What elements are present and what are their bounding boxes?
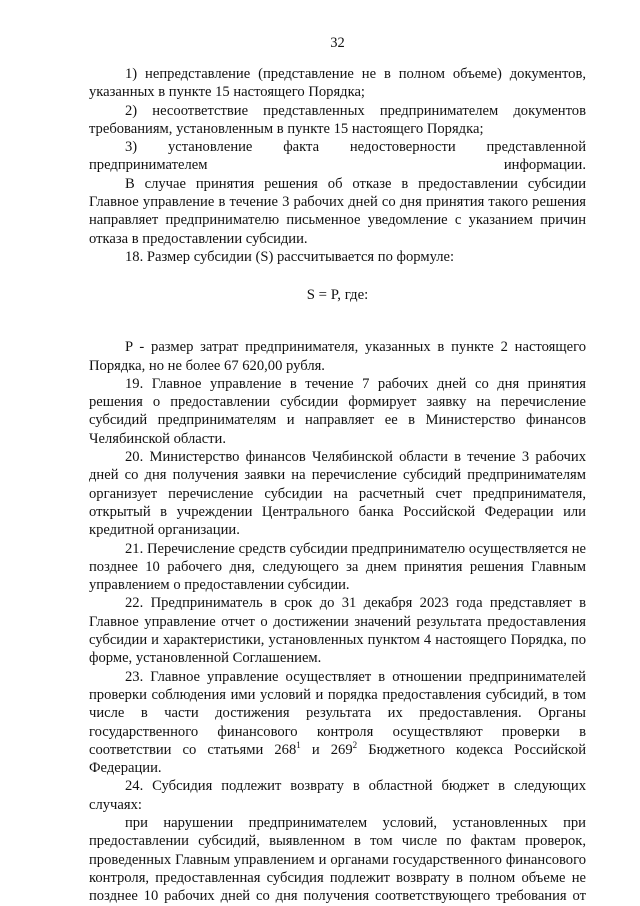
paragraph-20: 20. Министерство финансов Челябинской области в течение 3 рабочих дней со дня получения заявки на перечисление субсидий предпринимателям организует перечисление субсидии на расчетный счет предпринимателя, открытый в учреждении Центрального банка Российской Федерации или кредитной организации. bbox=[89, 449, 586, 539]
paragraph-23 bbox=[89, 668, 586, 778]
paragraph-21: 21. Перечисление средств субсидии предпринимателю осуществляется не позднее 10 рабочего дня, следующего за днем принятия решения Главным управлением о предоставлении субсидии. bbox=[89, 540, 586, 594]
paragraph-22: 22. Предприниматель в срок до 31 декабря 2023 года представляет в Главное управление отчет о достижении значений результата предоставления субсидии и характеристики, установленных пунктом 4 настоящего Порядка, по форме, установленной Соглашением. bbox=[89, 595, 586, 667]
paragraph-23-text-before: 23. Главное управление осуществляет в отношении предпринимателей проверки соблюдения ими условий и порядка предоставления субсидий, в том числе в части достижения результата их предоставления. Органы государственного финансового контроля осуществляют проверки в соответствии со статьями 268 bbox=[89, 668, 586, 758]
paragraph-refusal-notice: В случае принятия решения об отказе в предоставлении субсидии Главное управление в течение 3 рабочих дней со дня принятия такого решения направляет предпринимателю письменное уведомление с указанием причин отказа в предоставлении субсидии. bbox=[89, 175, 586, 247]
paragraph-p-definition: P - размер затрат предпринимателя, указанных в пункте 2 настоящего Порядка, но не более 67 620,00 рубля. bbox=[89, 339, 586, 374]
paragraph-24-case: при нарушении предпринимателем условий, установленных при предоставлении субсидий, выявленном в том числе по фактам проверок, проведенных Главным управлением и органами государственного финансового контроля, предоставленная субсидия подлежит возврату в полном объеме не позднее 10 рабочих дней со дня получения соответствующего требования от bbox=[89, 814, 586, 905]
paragraph-item-2: 2) несоответствие представленных предпринимателем документов требованиям, установленным в пункте 15 настоящего Порядка; bbox=[89, 102, 586, 137]
footnote-superscript-1: 1 bbox=[296, 739, 301, 750]
paragraph-item-1: 1) непредставление (представление не в полном объеме) документов, указанных в пункте 15 настоящего Порядка; bbox=[89, 66, 586, 101]
paragraph-23-text-after: Бюджетного кодекса Российской Федерации. bbox=[89, 741, 587, 777]
paragraph-19: 19. Главное управление в течение 7 рабочих дней со дня принятия решения о предоставлении субсидии формирует заявку на перечисление субсидий предпринимателям и направляет ее в Министерство финансов Челябинской области. bbox=[89, 375, 586, 447]
formula: S = P, где: bbox=[306, 287, 369, 304]
footnote-superscript-2: 2 bbox=[352, 739, 358, 750]
page-number: 32 bbox=[330, 35, 345, 51]
paragraph-23-text-middle: и 269 bbox=[300, 741, 353, 758]
paragraph-18: 18. Размер субсидии (S) рассчитывается по формуле: bbox=[125, 248, 455, 265]
paragraph-24: 24. Субсидия подлежит возврату в областной бюджет в следующих случаях: bbox=[89, 778, 586, 813]
paragraph-item-3: 3) установление факта недостоверности представленной предпринимателем информации. bbox=[89, 139, 586, 174]
